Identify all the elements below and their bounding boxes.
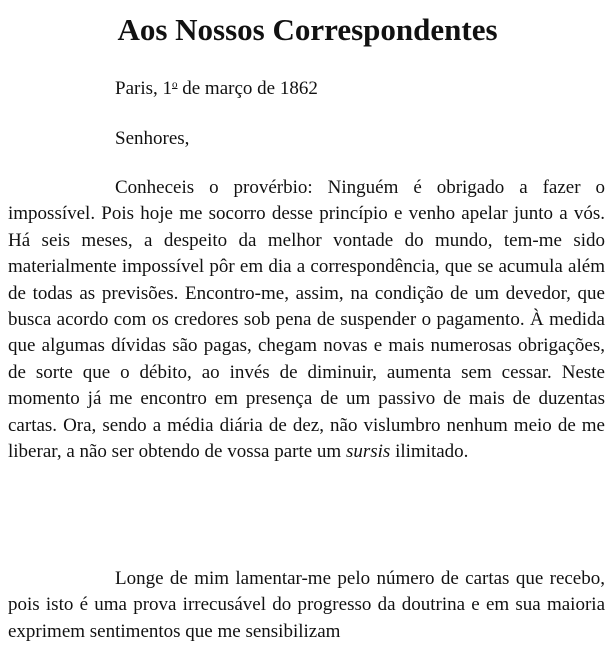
paragraph-1 bbox=[8, 175, 605, 465]
paragraph-1-ending: ilimitado. bbox=[390, 441, 469, 463]
paragraph-2: Longe de mim lamentar-me pelo número de cartas que recebo, pois isto é uma prova irrecusável do progresso da doutrina e em sua maioria exprimem sentimentos que me sensibilizam bbox=[8, 568, 605, 642]
dateline-place-day: Paris, 1 bbox=[115, 78, 172, 99]
salutation: Senhores, bbox=[115, 128, 190, 149]
document-title: Aos Nossos Correspondentes bbox=[117, 12, 498, 47]
italic-term: sursis bbox=[345, 441, 391, 463]
dateline-month-year: de março de 1862 bbox=[177, 78, 318, 99]
ordinal-indicator: o bbox=[172, 78, 178, 91]
dateline bbox=[115, 76, 318, 102]
paragraph-1-text: Conheceis o provérbio: Ninguém é obrigado a fazer o impossível. Pois hoje me socorro desse princípio e venho apelar junto a vós. Há seis meses, a despeito da melhor vontade do mundo, tem-me sido materialmente impossível pôr em dia a correspondência, que se acumula além de todas as previsões. Encontro-me, assim, na condição de um devedor, que busca acordo com os credores sob pena de suspender o pagamento. À medida que algumas dívidas são pagas, chegam novas e mais numerosas obrigações, de sorte que o débito, ao invés de diminuir, aumenta sem cessar. Neste momento já me encontro em presença de um passivo de mais de duzentas cartas. Ora, sendo a média diária de dez, não vislumbro nenhum meio de me liberar, a não ser obtendo de vossa parte um bbox=[8, 177, 605, 463]
